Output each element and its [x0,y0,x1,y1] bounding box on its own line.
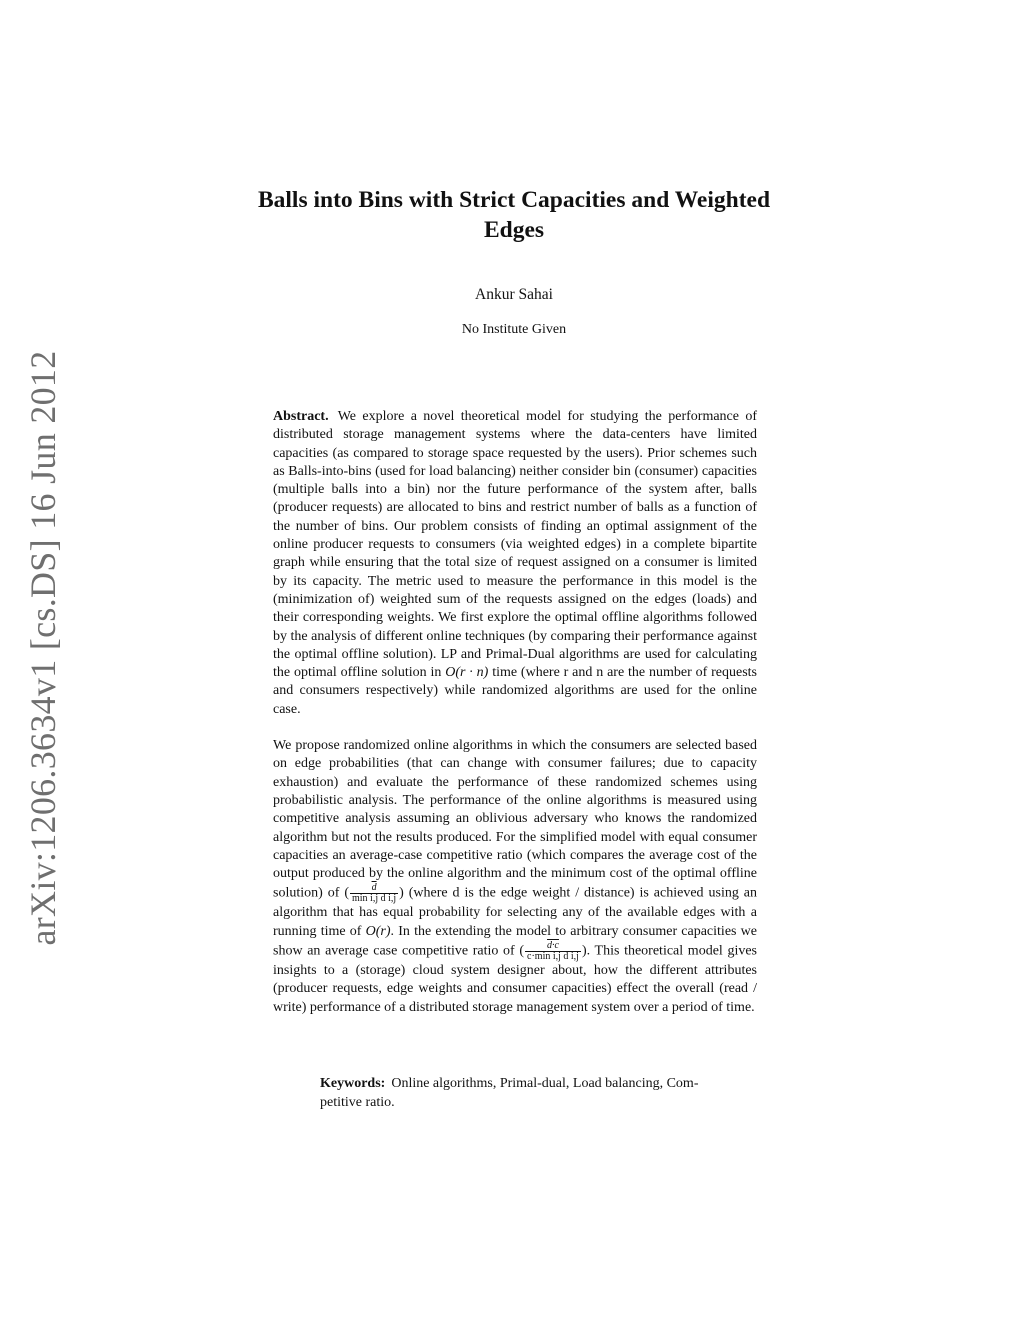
keywords-label: Keywords: [320,1076,386,1091]
fraction-2-numerator: d·c [547,940,559,952]
abstract-text-1-end: time (where r and n are the number of requests and consumers respectively) while randomized algorithms are used for the online case. [273,665,757,717]
abstract-paragraph-2 [273,737,757,1017]
fraction-1-numerator: $\overline{d}$ [371,882,377,894]
abstract-text-1: We explore a novel theoretical model for studying the performance of distributed storage management systems where the data-centers have limited capacities (as compared to storage space requested by the users). Prior schemes such as Balls-into-bins (used for load balancing) neither consider bin (consumer) capacities (multiple balls into a bin) nor the future performance of the system after, balls (producer requests) are allocated to bins and restrict number of balls as a function of the number of bins. Our problem consists of finding an optimal assignment of the online producer requests to consumers (via weighted edges) in a complete bipartite graph while ensuring that the total size of request assigned on a consumer is limited by its capacity. The metric used to measure the performance in this model is the (minimization of) weighted sum of the requests assigned on the edges (loads) and their corresponding weights. We first explore the optimal offline algorithms followed by the analysis of different online techniques (by comparing their performance against the optimal offline solution). LP and Primal-Dual algorithms are used for calculating the optimal offline solution in [273,409,757,681]
author-name: Ankur Sahai [475,286,553,303]
abstract-text-2d: ). This theoretical model gives insights to a (storage) cloud system designer about, how the different attributes (producer requests, edge weights and consumer capacities) effect the overall (read / write) performance of a distributed storage management system over a period of time. [273,943,757,1015]
fraction-1-denominator: min i,j d i,j [351,893,397,905]
arxiv-identifier-text: arXiv:1206.3634v1 [cs.DS] 16 Jun 2012 [23,350,63,946]
abstract-paragraph-1 [273,408,757,719]
keywords-text: Online algorithms, Primal-dual, Load balancing, Competitive ratio. [320,1076,699,1110]
paper-title: Balls into Bins with Strict Capacities and Weighted Edges [257,187,771,243]
competitive-ratio-fraction-1 [350,883,398,904]
complexity-online: O(r) [365,923,391,939]
abstract-label: Abstract. [273,409,329,424]
complexity-offline: O(r · n) [445,665,489,681]
keywords-section [320,1074,730,1112]
abstract-text-2b: ) (where d is the edge weight / distance) is achieved using an algorithm that has equal probability for selecting any of the available edges with a running time of [273,886,757,939]
abstract-text-2c: . In the extending the model to arbitrary consumer capacities we show an average case competitive ratio of ( [273,923,757,959]
abstract-text-2a: We propose randomized online algorithms in which the consumers are selected based on edge probabilities (that can change with consumer failures; due to capacity exhaustion) and evaluate the performance of these randomized schemes using probabilistic analysis. The performance of the online algorithms is measured using competitive analysis assuming an oblivious adversary who knows the randomized algorithm but not the results produced. For the simplified model with equal consumer capacities an average-case competitive ratio (which compares the average cost of the output produced by the online algorithm and the minimum cost of the optimal offline solution) of ( [273,738,757,902]
fraction-2-denominator: c·min i,j d i,j [527,951,579,963]
competitive-ratio-fraction-2 [525,941,581,962]
abstract-section [273,408,757,1017]
author-institute: No Institute Given [461,322,567,337]
